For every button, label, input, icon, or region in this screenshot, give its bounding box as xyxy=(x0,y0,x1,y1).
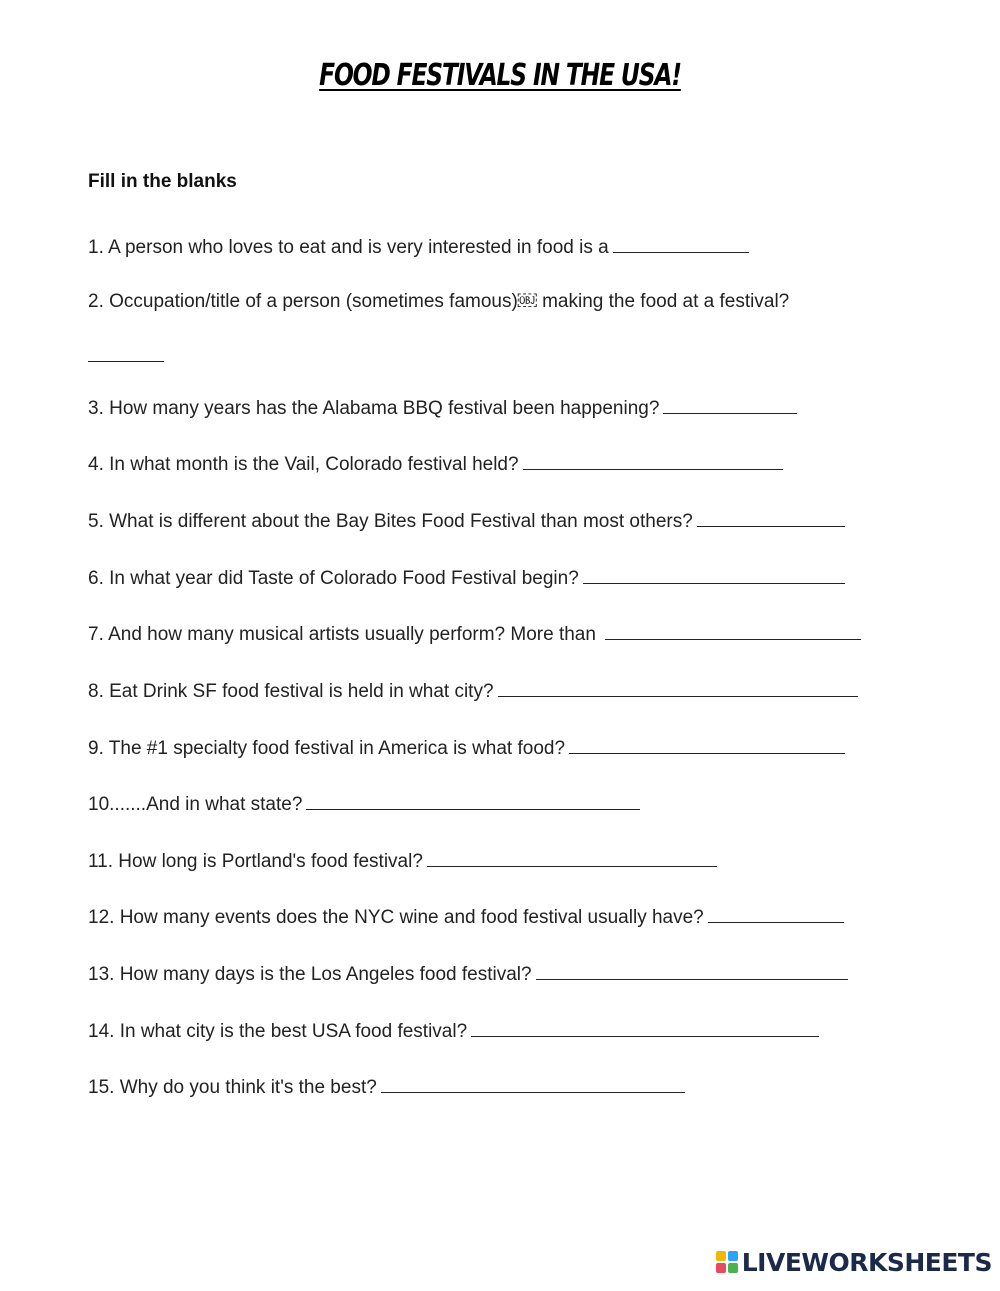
answer-blank-15[interactable] xyxy=(381,1074,685,1093)
answer-blank-14[interactable] xyxy=(471,1018,819,1037)
question-6-text: 6. In what year did Taste of Colorado Food Festival begin? xyxy=(88,568,579,589)
question-11-text: 11. How long is Portland's food festival? xyxy=(88,851,423,872)
answer-blank-11[interactable] xyxy=(427,848,717,867)
question-15 xyxy=(88,1074,685,1099)
worksheet-title: FOOD FESTIVALS IN THE USA! xyxy=(319,58,681,93)
liveworksheets-logo-text: LIVEWORKSHEETS xyxy=(741,1247,992,1277)
question-11 xyxy=(88,848,717,873)
question-12 xyxy=(88,904,844,929)
answer-blank-7[interactable] xyxy=(605,621,861,640)
question-8 xyxy=(88,678,858,703)
answer-blank-3[interactable] xyxy=(663,395,797,414)
question-6 xyxy=(88,565,845,590)
question-4 xyxy=(88,451,783,476)
question-2-text: 2. Occupation/title of a person (sometimes famous)￼ making the food at a festival? xyxy=(88,291,790,312)
answer-blank-10[interactable] xyxy=(306,791,640,810)
instructions-heading: Fill in the blanks xyxy=(88,171,237,192)
question-13-text: 13. How many days is the Los Angeles food festival? xyxy=(88,964,532,985)
logo-mark-cell xyxy=(728,1263,738,1273)
answer-blank-2[interactable] xyxy=(88,343,164,362)
answer-blank-1[interactable] xyxy=(613,234,749,253)
question-2 xyxy=(88,291,789,313)
liveworksheets-logo-icon xyxy=(716,1251,738,1273)
question-14 xyxy=(88,1018,819,1043)
question-9 xyxy=(88,735,845,760)
question-4-text: 4. In what month is the Vail, Colorado festival held? xyxy=(88,454,519,475)
answer-blank-4[interactable] xyxy=(523,451,783,470)
question-13 xyxy=(88,961,848,986)
question-3-text: 3. How many years has the Alabama BBQ festival been happening? xyxy=(88,398,660,419)
question-10 xyxy=(88,791,640,816)
answer-blank-12[interactable] xyxy=(708,904,844,923)
question-3 xyxy=(88,395,797,420)
answer-blank-9[interactable] xyxy=(569,735,845,754)
liveworksheets-logo xyxy=(716,1247,992,1277)
logo-mark-cell xyxy=(716,1251,726,1261)
question-8-text: 8. Eat Drink SF food festival is held in what city? xyxy=(88,681,494,702)
question-2-answer-line xyxy=(88,343,164,368)
question-10-text: 10.......And in what state? xyxy=(88,794,303,815)
question-9-text: 9. The #1 specialty food festival in America is what food? xyxy=(88,738,566,759)
question-15-text: 15. Why do you think it's the best? xyxy=(88,1077,377,1098)
answer-blank-8[interactable] xyxy=(498,678,858,697)
question-1-text: 1. A person who loves to eat and is very interested in food is a xyxy=(88,237,609,258)
question-5-text: 5. What is different about the Bay Bites Food Festival than most others? xyxy=(88,511,693,532)
answer-blank-6[interactable] xyxy=(583,565,845,584)
answer-blank-13[interactable] xyxy=(536,961,848,980)
question-1 xyxy=(88,234,749,259)
answer-blank-5[interactable] xyxy=(697,508,845,527)
question-12-text: 12. How many events does the NYC wine and food festival usually have? xyxy=(88,907,704,928)
question-14-text: 14. In what city is the best USA food festival? xyxy=(88,1021,468,1042)
question-7 xyxy=(88,621,861,646)
logo-mark-cell xyxy=(728,1251,738,1261)
question-7-text: 7. And how many musical artists usually perform? More than xyxy=(88,624,602,645)
question-5 xyxy=(88,508,845,533)
logo-mark-cell xyxy=(716,1263,726,1273)
